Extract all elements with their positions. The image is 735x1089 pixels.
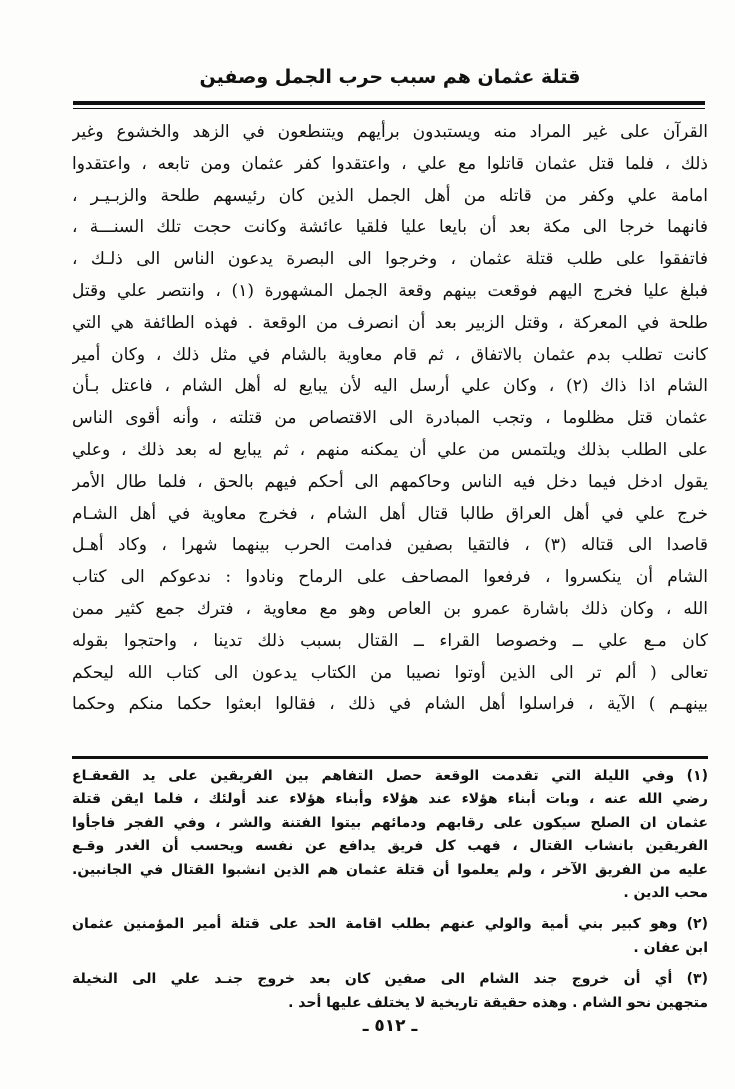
footnote-line: عليه من الفريق الآخر ، ولم يعلموا أن قتلة عثمان هم الذين انشبوا القتال في الجانبين. [72,861,708,878]
text-line: ذلك ، فلما قتل عثمان قاتلوا مع علي ، واعتقدوا كفر عثمان ومن تابعه ، واعتقدوا [72,153,708,174]
text-line: الشام اذا ذاك (٢) ، وكان علي أرسل اليه لأن يبايع له أهل الشام ، فاعتل بـأن [72,376,708,397]
page-number: ـ ٥١٢ ـ [362,1016,418,1036]
text-line: تعالى ( ألم تر الى الذين أوتوا نصيبا من الكتاب يدعون الى كتاب الله ليحكم [72,662,708,683]
text-line: الله ، وكان ذلك باشارة عمرو بن العاص وهو مع معاوية ، فترك جمع كثير ممن [72,598,708,619]
footnote-line: (١) وفي الليلة التي تقدمت الوقعة حصل التفاهم بين الفريقين على يد القعقـاع [72,768,708,784]
header-thick-rule [73,101,705,105]
text-line: على الطلب بذلك ويلتمس من علي أن يمكنه منهم ، ثم يبايع له بعد ذلك ، وعلي [72,439,708,460]
text-line: امامة علي وكفر من قاتله من أهل الجمل الذين كان رئيسهم طلحة والزبـيـر ، [72,185,708,206]
text-line: القرآن على غير المراد منه ويستبدون برأيهم ويتنطعون في الزهد والخشوع وغير [72,122,708,142]
footnote-line: ابن عفان . [633,939,708,956]
main-text [72,117,708,721]
text-line: عثمان قتل مظلوما ، وتجب المبادرة الى الاقتصاص من قتلته ، وأنه أقوى الناس [72,408,708,429]
footnote-line: عثمان ان الصلح سيكون على رقابهم ودمائهم بيتوا الفتنة والشر ، وفي الفجر فاجأوا [72,814,708,831]
text-line: فبلغ عليا فخرج اليهم فوقعت بينهم وقعة الجمل المشهورة (١) ، وانتصر علي وقتل [72,280,708,301]
footnotes [72,765,708,1015]
footnote-line: متجهين نحو الشام . وهذه حقيقة تاريخية لا يختلف عليها أحد . [288,994,708,1011]
text-line: خرج علي في أهل العراق طالبا قتال أهل الشام ، فخرج معاوية في أهل الشـام [72,503,708,524]
text-line: يقول ادخل فيما دخل فيه الناس وحاكمهم الى أحكم فيهم بالحق ، فلما طال الأمر [72,471,708,492]
footnote-separator [72,756,708,759]
footnote-line: (٢) وهو كبير بني أمية والولي عنهم بطلب اقامة الحد على قتلة أمير المؤمنين عثمان [72,916,708,933]
text-line: كانت تطلب بدم عثمان بالاتفاق ، ثم قام معاوية بالشام في مثل ذلك ، وكان أمير [72,344,708,365]
footnote-line: رضي الله عنه ، وبات أبناء هؤلاء عند هؤلاء وأبناء هؤلاء عند أولئك ، فلما ايقن قتلة [72,791,708,808]
text-line: طلحة في المعركة ، وقتل الزبير بعد أن انصرف من الوقعة . فهذه الطائفة هي التي [72,312,708,333]
running-header: قتلة عثمان هم سبب حرب الجمل وصفين [199,66,581,88]
footnote-signature: محب الدين . [623,884,708,901]
text-line: قاصدا الى قتاله (٣) ، فالتقيا بصفين فدامت الحرب بينهما شهرا ، وكاد أهـل [72,535,708,556]
footnote-line: الفريقين بانشاب القتال ، فهب كل فريق يدافع عن نفسه ويحسب أن الغدر وقـع [72,838,708,855]
text-line: فانهما خرجا الى مكة بعد أن بايعا عليا فلقيا عائشة وكانت حجت تلك السنـــة ، [72,217,708,238]
header-thin-rule [73,108,705,109]
text-line: الشام أن ينكسروا ، فرفعوا المصاحف على الرماح ونادوا : ندعوكم الى كتاب [72,567,708,588]
footnote-line: (٣) أي أن خروج جند الشام الى صفين كان بعد خروج جنـد علي الى النخيلة [72,971,708,988]
text-line: بينهـم ) الآية ، فراسلوا أهل الشام في ذلك ، فقالوا ابعثوا حكما منكم وحكما [72,694,708,715]
text-line: فاتفقوا على طلب قتلة عثمان ، وخرجوا الى البصرة يدعون الناس الى ذلـك ، [72,249,708,270]
text-line: كان مـع علي ــ وخصوصا القراء ــ القتال بسبب ذلك تدينا ، واحتجوا بقوله [72,630,708,651]
